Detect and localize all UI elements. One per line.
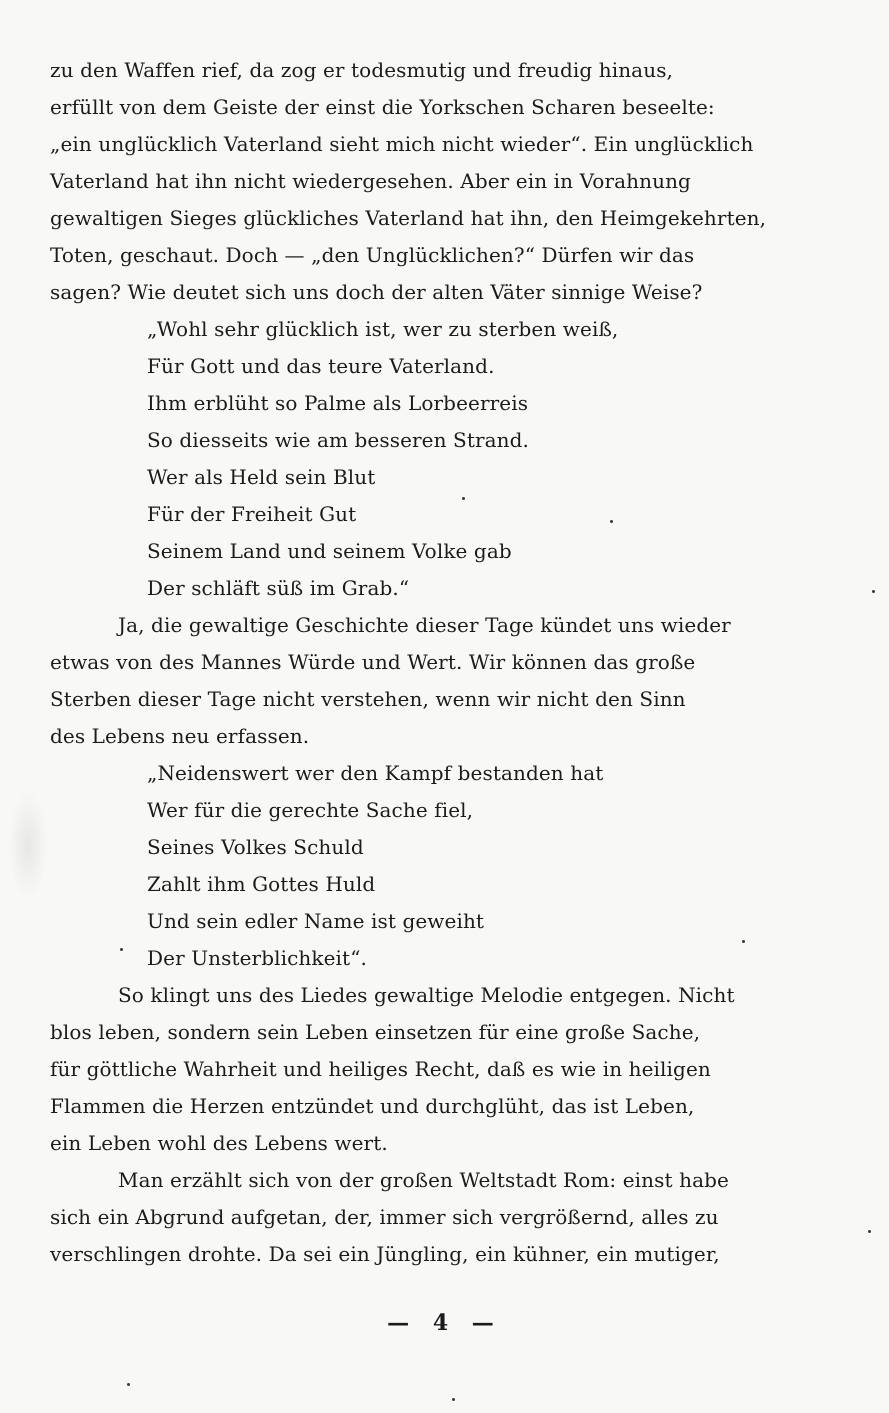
verse-line: Seines Volkes Schuld	[147, 835, 364, 859]
verse-line: Für der Freiheit Gut	[147, 502, 357, 526]
text-line: Man erzählt sich von der großen Weltstadt Rom: einst habe	[118, 1168, 729, 1192]
text-line: sich ein Abgrund aufgetan, der, immer sich vergrößernd, alles zu	[50, 1205, 719, 1229]
verse-line: Seinem Land und seinem Volke gab	[147, 539, 512, 563]
verse-line: Ihm erblüht so Palme als Lorbeerreis	[147, 391, 529, 415]
text-line: für göttliche Wahrheit und heiliges Recht, daß es wie in heiligen	[50, 1057, 711, 1081]
text-line: zu den Waffen rief, da zog er todesmutig und freudig hinaus,	[50, 58, 674, 82]
verse-line: „Neidenswert wer den Kampf bestanden hat	[147, 761, 604, 785]
text-line: ein Leben wohl des Lebens wert.	[50, 1131, 388, 1155]
verse-line: „Wohl sehr glücklich ist, wer zu sterben weiß,	[147, 317, 619, 341]
scan-speck	[610, 520, 613, 523]
scan-speck	[452, 1398, 455, 1401]
scan-speck	[742, 940, 745, 943]
text-line: Ja, die gewaltige Geschichte dieser Tage kündet uns wieder	[118, 613, 731, 637]
page-smudge	[8, 790, 48, 900]
verse-line: Der Unsterblichkeit“.	[147, 946, 367, 970]
text-line: erfüllt von dem Geiste der einst die Yorkschen Scharen beseelte:	[50, 95, 715, 119]
text-line: Sterben dieser Tage nicht verstehen, wenn wir nicht den Sinn	[50, 687, 686, 711]
verse-line: Für Gott und das teure Vaterland.	[147, 354, 495, 378]
text-line: „ein unglücklich Vaterland sieht mich nicht wieder“. Ein unglücklich	[50, 132, 754, 156]
scan-speck	[462, 497, 465, 500]
text-line: Toten, geschaut. Doch — „den Unglücklichen?“ Dürfen wir das	[50, 243, 695, 267]
verse-line: Wer für die gerechte Sache fiel,	[147, 798, 474, 822]
text-line: sagen? Wie deutet sich uns doch der alten Väter sinnige Weise?	[50, 280, 703, 304]
text-line: blos leben, sondern sein Leben einsetzen für eine große Sache,	[50, 1020, 701, 1044]
text-line: verschlingen drohte. Da sei ein Jüngling, ein kühner, ein mutiger,	[50, 1242, 720, 1266]
text-line: des Lebens neu erfassen.	[50, 724, 310, 748]
text-line: etwas von des Mannes Würde und Wert. Wir können das große	[50, 650, 696, 674]
text-line: So klingt uns des Liedes gewaltige Melodie entgegen. Nicht	[118, 983, 735, 1007]
scan-speck	[120, 948, 123, 951]
verse-line: Und sein edler Name ist geweiht	[147, 909, 485, 933]
scan-speck	[872, 590, 875, 593]
verse-line: Zahlt ihm Gottes Huld	[147, 872, 376, 896]
verse-line: Wer als Held sein Blut	[147, 465, 376, 489]
verse-line: Der schläft süß im Grab.“	[147, 576, 410, 600]
scan-speck	[868, 1230, 871, 1233]
body-text	[50, 52, 772, 1273]
page-number: — 4 —	[387, 1310, 502, 1336]
text-line: Vaterland hat ihn nicht wiedergesehen. Aber ein in Vorahnung	[50, 169, 691, 193]
scan-speck	[127, 1383, 130, 1386]
text-line: gewaltigen Sieges glückliches Vaterland hat ihn, den Heimgekehrten,	[50, 206, 767, 230]
text-line: Flammen die Herzen entzündet und durchglüht, das ist Leben,	[50, 1094, 695, 1118]
verse-line: So diesseits wie am besseren Strand.	[147, 428, 530, 452]
